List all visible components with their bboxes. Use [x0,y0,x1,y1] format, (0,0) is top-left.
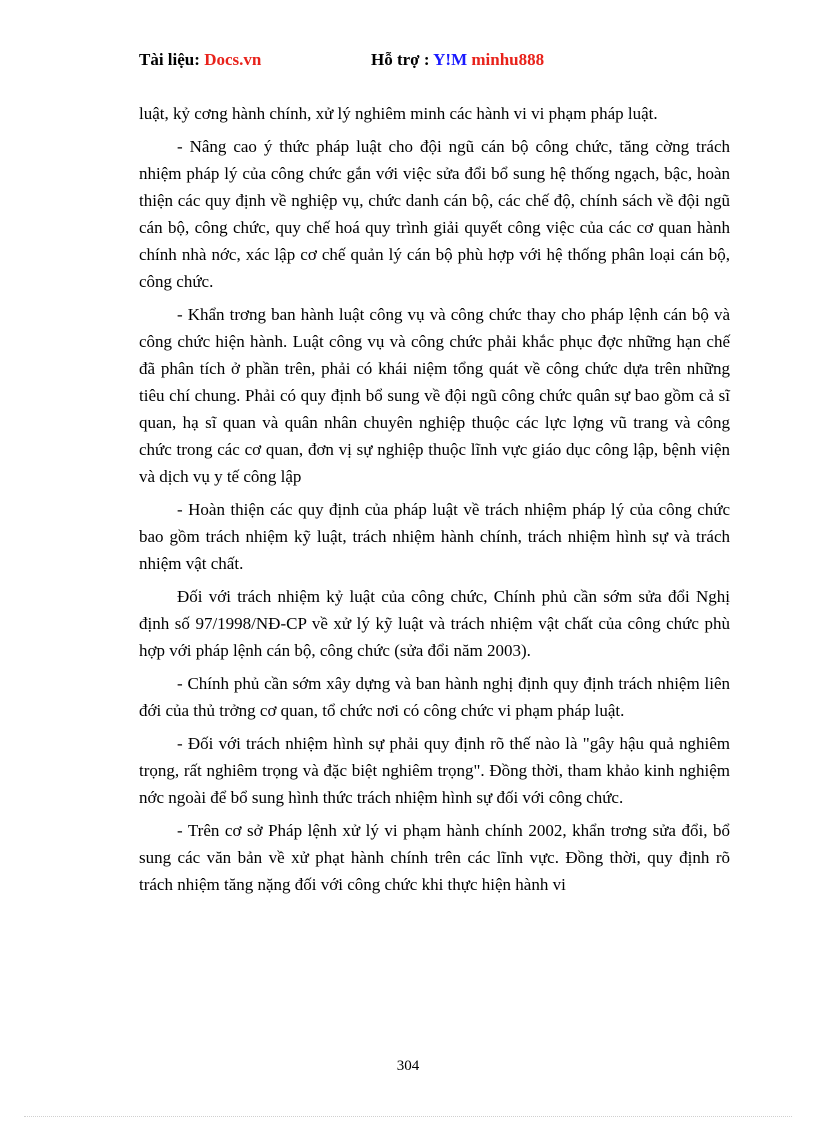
header-source [139,50,261,70]
header-support [371,50,544,70]
paragraph-6: - Chính phủ cần sớm xây dựng và ban hành nghị định quy định trách nhiệm liên đới của thủ trởng cơ quan, tổ chức nơi có công chức vi phạm pháp luật. [139,674,730,720]
document-body [139,100,730,904]
page-bottom-divider [24,1116,792,1117]
header-ym-label: Y!M [433,50,468,69]
header-contact-id[interactable]: minhu888 [471,50,545,69]
header-site-link[interactable]: Docs.vn [204,50,262,69]
paragraph-8: - Trên cơ sở Pháp lệnh xử lý vi phạm hành chính 2002, khẩn trơng sửa đổi, bổ sung các văn bản về xử phạt hành chính trên các lĩnh vực. Đồng thời, quy định rõ trách nhiệm tăng nặng đối với công chức khi thực hiện hành vi [139,821,730,894]
paragraph-2: - Nâng cao ý thức pháp luật cho đội ngũ cán bộ công chức, tăng cờng trách nhiệm pháp lý của công chức gắn với việc sửa đổi bổ sung hệ thống ngạch, bậc, hoàn thiện các quy định về nghiệp vụ, chức danh cán bộ, các chế độ, chính sách về đội ngũ cán bộ, công chức, quy chế hoá quy trình giải quyết công việc của các cơ quan hành chính nhà nớc, xác lập cơ chế quản lý cán bộ phù hợp với hệ thống phân loại cán bộ, công chức. [139,137,730,291]
paragraph-4: - Hoàn thiện các quy định của pháp luật về trách nhiệm pháp lý của công chức bao gồm trách nhiệm kỹ luật, trách nhiệm hành chính, trách nhiệm hình sự và trách nhiệm vật chất. [139,500,730,573]
page-number: 304 [396,1058,420,1074]
paragraph-3: - Khẩn trơng ban hành luật công vụ và công chức thay cho pháp lệnh cán bộ và công chức hiện hành. Luật công vụ và công chức phải khắc phục đợc những hạn chế đã phân tích ở phần trên, phải có khái niệm tổng quát về công chức dựa trên những tiêu chí chung. Phải có quy định bổ sung về đội ngũ công chức quân sự bao gồm cả sĩ quan, hạ sĩ quan và quân nhân chuyên nghiệp thuộc các lực lợng vũ trang và công chức trong các cơ quan, đơn vị sự nghiệp thuộc lĩnh vực giáo dục công lập, bệnh viện và dịch vụ y tế công lập [139,305,730,486]
header-source-label: Tài liệu [139,50,195,69]
header-support-label: Hỗ trợ [371,50,420,69]
paragraph-7: - Đối với trách nhiệm hình sự phải quy định rõ thế nào là "gây hậu quả nghiêm trọng, rất nghiêm trọng và đặc biệt nghiêm trọng". Đồng thời, tham khảo kinh nghiệm nớc ngoài để bổ sung hình thức trách nhiệm hình sự đối với công chức. [139,734,730,807]
header-source-colon: : [194,50,205,69]
paragraph-5: Đối với trách nhiệm kỷ luật của công chức, Chính phủ cần sớm sửa đổi Nghị định số 97/1998/NĐ-CP về xử lý kỹ luật và trách nhiệm vật chất của công chức phù hợp với pháp lệnh cán bộ, công chức (sửa đổi năm 2003). [139,587,730,660]
paragraph-1: luật, kỷ cơng hành chính, xử lý nghiêm minh các hành vi vi phạm pháp luật. [139,104,658,123]
header-support-colon: : [419,50,434,69]
page-header [139,50,739,74]
